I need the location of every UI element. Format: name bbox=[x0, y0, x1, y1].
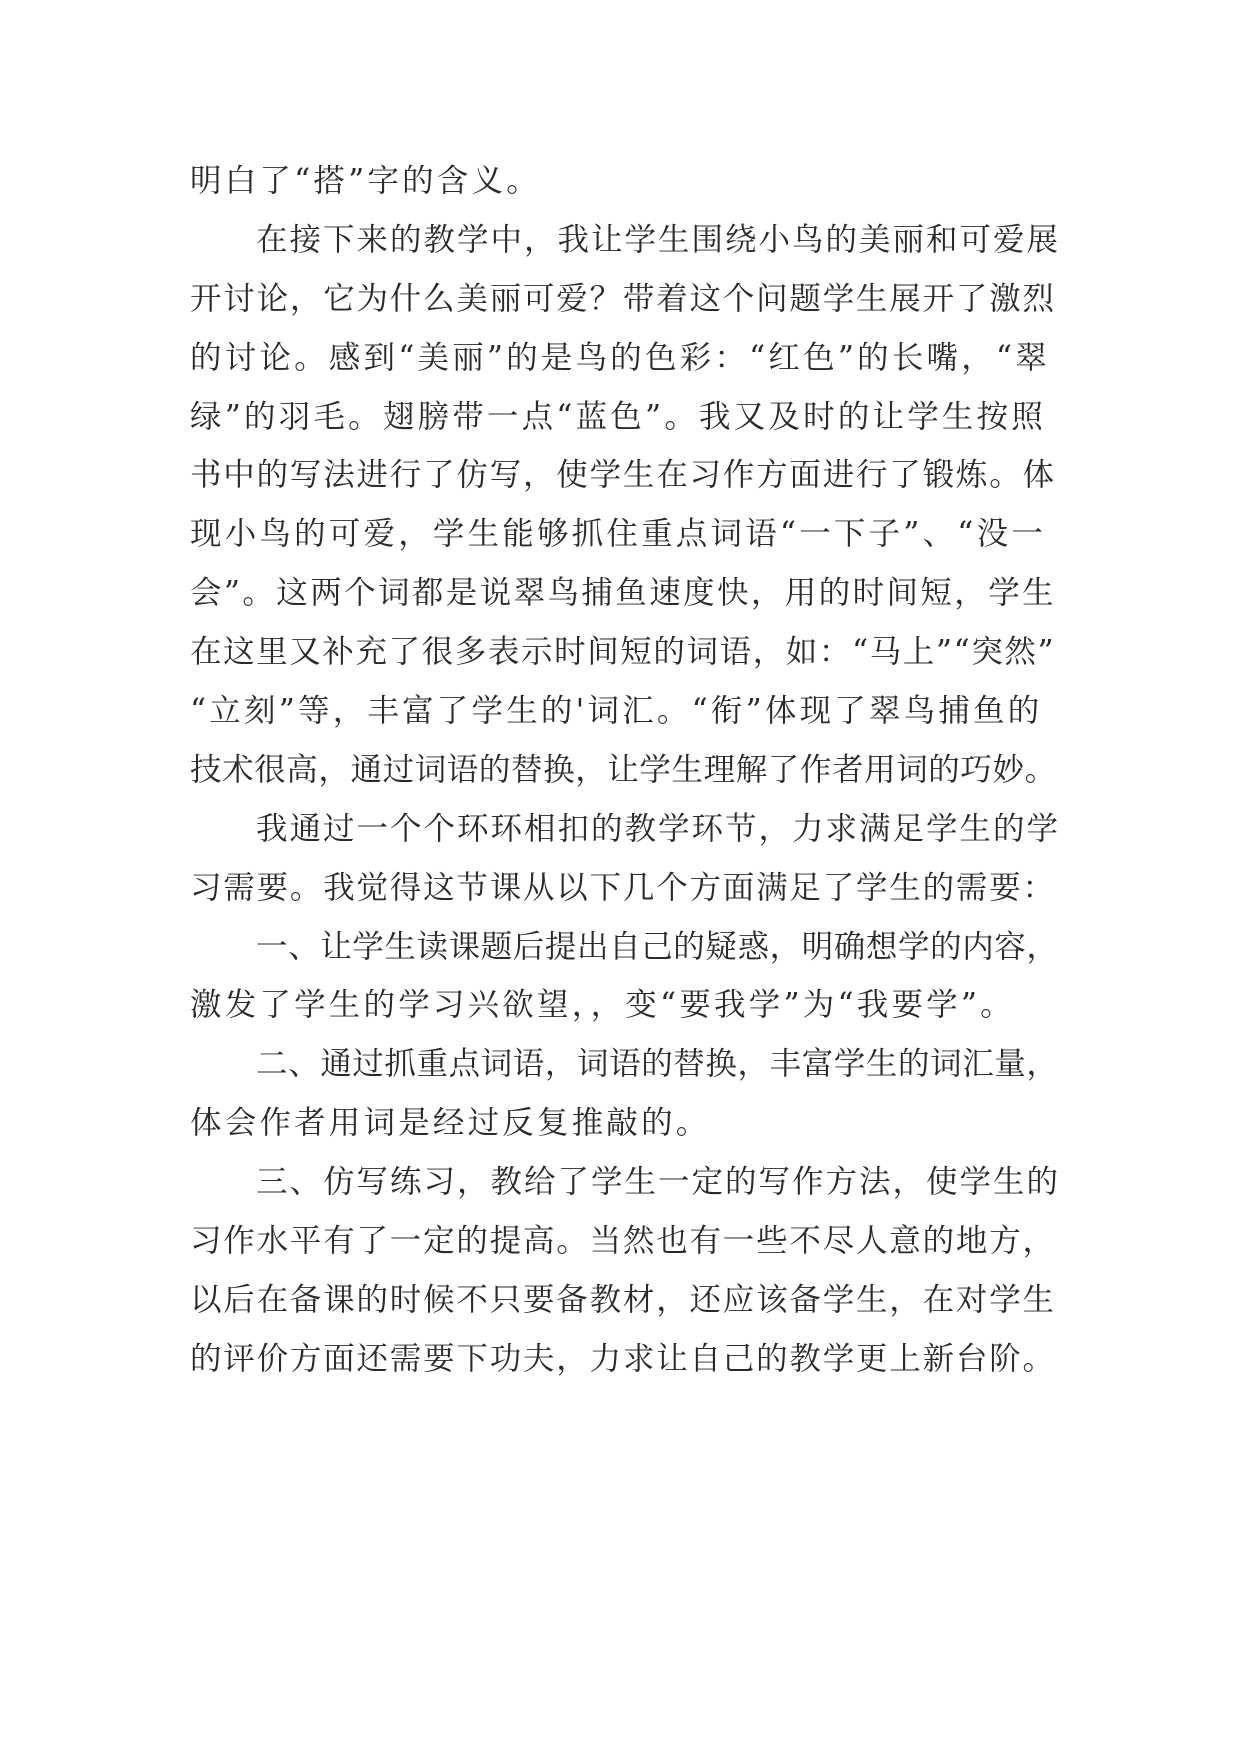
text-line: 现小鸟的可爱，学生能够抓住重点词语“一下子”、“没一 bbox=[190, 516, 1047, 553]
text-line: 明白了“搭”字的含义。 bbox=[190, 163, 541, 199]
text-line: “立刻”等，丰富了学生的'词汇。“衔”体现了翠鸟捕鱼的 bbox=[190, 693, 1043, 730]
text-line: 在这里又补充了很多表示时间短的词语，如：“马上”“突然” bbox=[190, 634, 1056, 671]
text-line: 会”。这两个词都是说翠鸟捕鱼速度快，用的时间短，学生 bbox=[190, 575, 1057, 612]
text-line: 我通过一个个环环相扣的教学环节，力求满足学生的学 bbox=[256, 810, 1061, 847]
text-line: 激发了学生的学习兴欲望，，变“要我学”为“我要学”。 bbox=[190, 987, 1015, 1024]
text-line: 的讨论。感到“美丽”的是鸟的色彩：“红色”的长嘴，“翠 bbox=[190, 339, 1050, 376]
text-line: 书中的写法进行了仿写，使学生在习作方面进行了锻炼。体 bbox=[190, 457, 1056, 494]
text-line: 以后在备课的时候不只要备教材，还应该备学生，在对学生 bbox=[190, 1281, 1056, 1318]
text-line: 一、让学生读课题后提出自己的疑惑，明确想学的内容， bbox=[256, 928, 1059, 965]
text-line: 习需要。我觉得这节课从以下几个方面满足了学生的需要： bbox=[190, 869, 1056, 906]
text-line: 在接下来的教学中，我让学生围绕小鸟的美丽和可爱展 bbox=[256, 221, 1061, 258]
text-line: 绿”的羽毛。翅膀带一点“蓝色”。我又及时的让学生按照 bbox=[190, 398, 1047, 435]
text-line: 的评价方面还需要下功夫，力求让自己的教学更上新台阶。 bbox=[190, 1340, 1056, 1377]
text-line: 三、仿写练习，教给了学生一定的写作方法，使学生的 bbox=[256, 1164, 1061, 1201]
text-line: 技术很高，通过词语的替换，让学生理解了作者用词的巧妙。 bbox=[190, 751, 1057, 788]
text-line: 习作水平有了一定的提高。当然也有一些不尽人意的地方， bbox=[190, 1223, 1056, 1260]
text-line: 开讨论，它为什么美丽可爱？带着这个问题学生展开了激烈 bbox=[190, 280, 1056, 317]
text-line: 二、通过抓重点词语，词语的替换，丰富学生的词汇量， bbox=[256, 1046, 1059, 1083]
document-body bbox=[190, 152, 1060, 1389]
text-line: 体会作者用词是经过反复推敲的。 bbox=[190, 1105, 711, 1142]
